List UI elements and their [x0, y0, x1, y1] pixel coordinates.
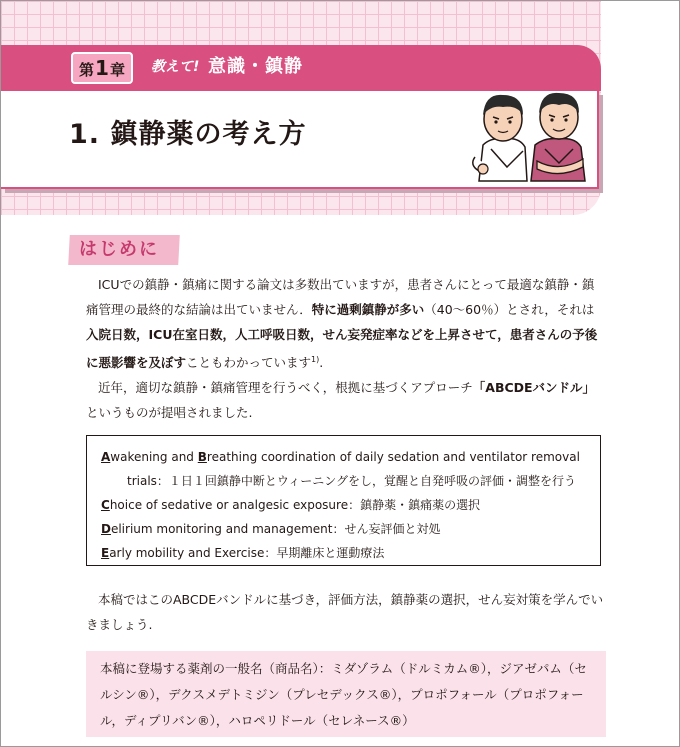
chapter-badge	[71, 52, 133, 84]
abcde-text-c: hoice of sedative or analgesic exposure：鎮静薬・鎮痛薬の選択	[109, 498, 481, 512]
drug-names-text: 本稿に登場する薬剤の一般名（商品名）：ミダゾラム（ドルミカム®），ジアゼパム（セルシン®），デクスメデトミジン（プレセデックス®），プロポフォール（プロポフォール，ディプリバン®），ハロペリドール（セレネース®）	[100, 661, 587, 728]
chapter-badge-prefix: 第	[79, 61, 95, 79]
abcde-row-a	[101, 445, 590, 469]
para1-bold-2: 入院日数，ICU在室日数，人工呼吸日数，せん妄発症率などを上昇させて，患者さんの予後に悪影響を及ぼす	[86, 327, 598, 371]
chapter-subtitle: 教えて!	[151, 59, 200, 75]
abcde-row-a-cont: trials：１日１回鎮静中断とウィーニングをし，覚醒と自発呼吸の評価・調整を行う	[127, 474, 576, 488]
abcde-text-e: arly mobility and Exercise：早期離床と運動療法	[109, 546, 385, 560]
abcde-letter-b: B	[197, 450, 207, 464]
drug-names-note	[86, 651, 606, 737]
abcde-text-d: elirium monitoring and management：せん妄評価と対処	[110, 522, 441, 536]
section-heading: はじめに	[79, 239, 159, 260]
para1-text-3: こともわかっています	[186, 355, 312, 371]
chapter-badge-number: 1	[95, 56, 109, 80]
doctor-characters-illustration	[461, 87, 591, 183]
para1-text-1: ICUでの鎮静・鎮痛に関する論文は多数出ていますが，患者さんにとって最適な鎮静・鎮痛管理の最終的な結論は出ていません．	[86, 277, 595, 317]
abcde-row-c	[101, 493, 590, 517]
para1-text-2: （40～60％）とされ，それは	[424, 302, 595, 317]
citation-1: 1)	[311, 355, 320, 364]
para3-text: 本稿ではこのABCDEバンドルに基づき，評価方法，鎮静薬の選択，せん妄対策を学んでいきましょう.	[86, 592, 604, 632]
para2-bold-1: 「ABCDEバンドル」	[472, 380, 596, 396]
abcde-row-e	[101, 541, 590, 565]
abcde-text-a1: wakening and	[110, 450, 198, 464]
abcde-letter-e: E	[101, 546, 110, 560]
abcde-letter-a: A	[101, 450, 111, 464]
abcde-bundle-box	[86, 435, 601, 566]
page-title: 1. 鎮静薬の考え方	[69, 119, 307, 150]
abcde-letter-d: D	[101, 522, 111, 536]
abcde-text-a2: reathing coordination of daily sedation and ventilator removal	[206, 450, 580, 464]
chapter-badge-suffix: 章	[109, 61, 125, 79]
para2-text-2: というものが提唱されました.	[86, 405, 253, 421]
abcde-letter-c: C	[101, 498, 110, 512]
summary-paragraph	[86, 587, 606, 637]
para1-text-4: .	[319, 355, 324, 371]
intro-paragraph	[86, 272, 606, 425]
para2-text-1: 近年，適切な鎮静・鎮痛管理を行うべく，根拠に基づくアプローチ	[98, 380, 473, 396]
abcde-row-d	[101, 517, 590, 541]
para1-bold-1: 特に過剰鎮静が多い	[311, 302, 425, 317]
chapter-title: 意識・鎮静	[208, 56, 303, 77]
